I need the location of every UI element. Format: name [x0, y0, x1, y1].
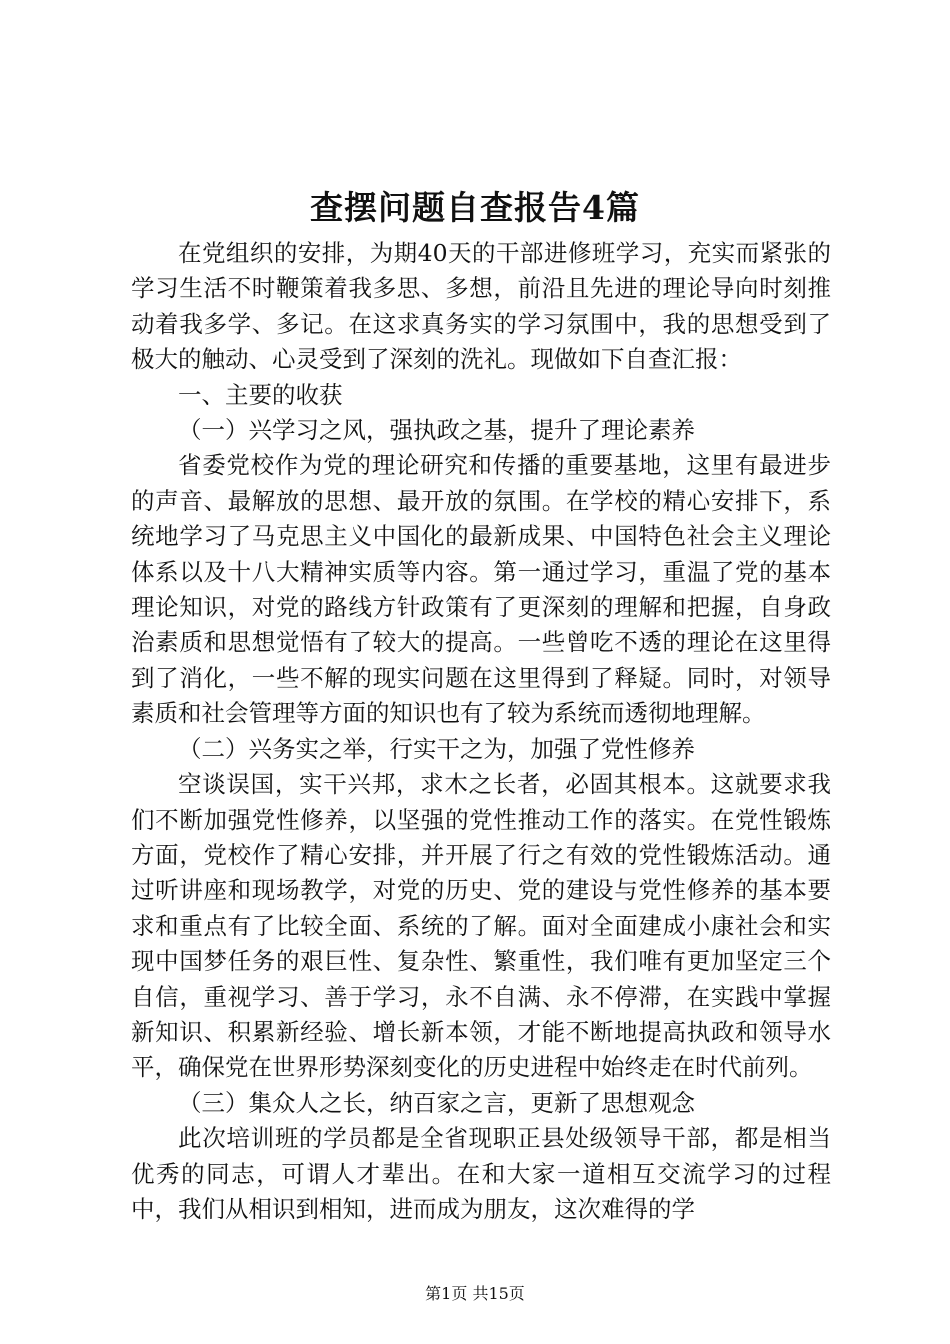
subsection-heading-2: （二）兴务实之举，行实干之为，加强了党性修养: [178, 734, 695, 763]
subsection-3-paragraph: 此次培训班的学员都是全省现职正县处级领导干部，都是相当优秀的同志，可谓人才辈出。在和大家一道相互交流学习的过程中，我们从相识到相知，进而成为朋友，这次难得的学: [131, 1124, 831, 1223]
document-body: [131, 236, 831, 1227]
subsection-heading-1: （一）兴学习之风，强执政之基，提升了理论素养: [178, 416, 695, 445]
section-heading-main-gains: 一、主要的收获: [178, 380, 343, 409]
subsection-heading-3: （三）集众人之长，纳百家之言，更新了思想观念: [178, 1088, 695, 1117]
document-title: 查摆问题自查报告4篇: [310, 188, 640, 227]
subsection-2-paragraph: 空谈误国，实干兴邦，求木之长者，必固其根本。这就要求我们不断加强党性修养，以坚强的党性推动工作的落实。在党性锻炼方面，党校作了精心安排，并开展了行之有效的党性锻炼活动。通过听讲座和现场教学，对党的历史、党的建设与党性修养的基本要求和重点有了比较全面、系统的了解。面对全面建成小康社会和实现中国梦任务的艰巨性、复杂性、繁重性，我们唯有更加坚定三个自信，重视学习、善于学习，永不自满、永不停滞，在实践中掌握新知识、积累新经验、增长新本领，才能不断地提高执政和领导水平，确保党在世界形势深刻变化的历史进程中始终走在时代前列。: [131, 770, 831, 1082]
page-footer: 第1页 共15页: [425, 1284, 525, 1303]
subsection-1-paragraph: 省委党校作为党的理论研究和传播的重要基地，这里有最进步的声音、最解放的思想、最开放的氛围。在学校的精心安排下，系统地学习了马克思主义中国化的最新成果、中国特色社会主义理论体系以及十八大精神实质等内容。第一通过学习，重温了党的基本理论知识，对党的路线方针政策有了更深刻的理解和把握，自身政治素质和思想觉悟有了较大的提高。一些曾吃不透的理论在这里得到了消化，一些不解的现实问题在这里得到了释疑。同时，对领导素质和社会管理等方面的知识也有了较为系统而透彻地理解。: [131, 451, 831, 728]
intro-paragraph: 在党组织的安排，为期40天的干部进修班学习，充实而紧张的学习生活不时鞭策着我多思、多想，前沿且先进的理论导向时刻推动着我多学、多记。在这求真务实的学习氛围中，我的思想受到了极大的触动、心灵受到了深刻的洗礼。现做如下自查汇报：: [131, 239, 831, 374]
